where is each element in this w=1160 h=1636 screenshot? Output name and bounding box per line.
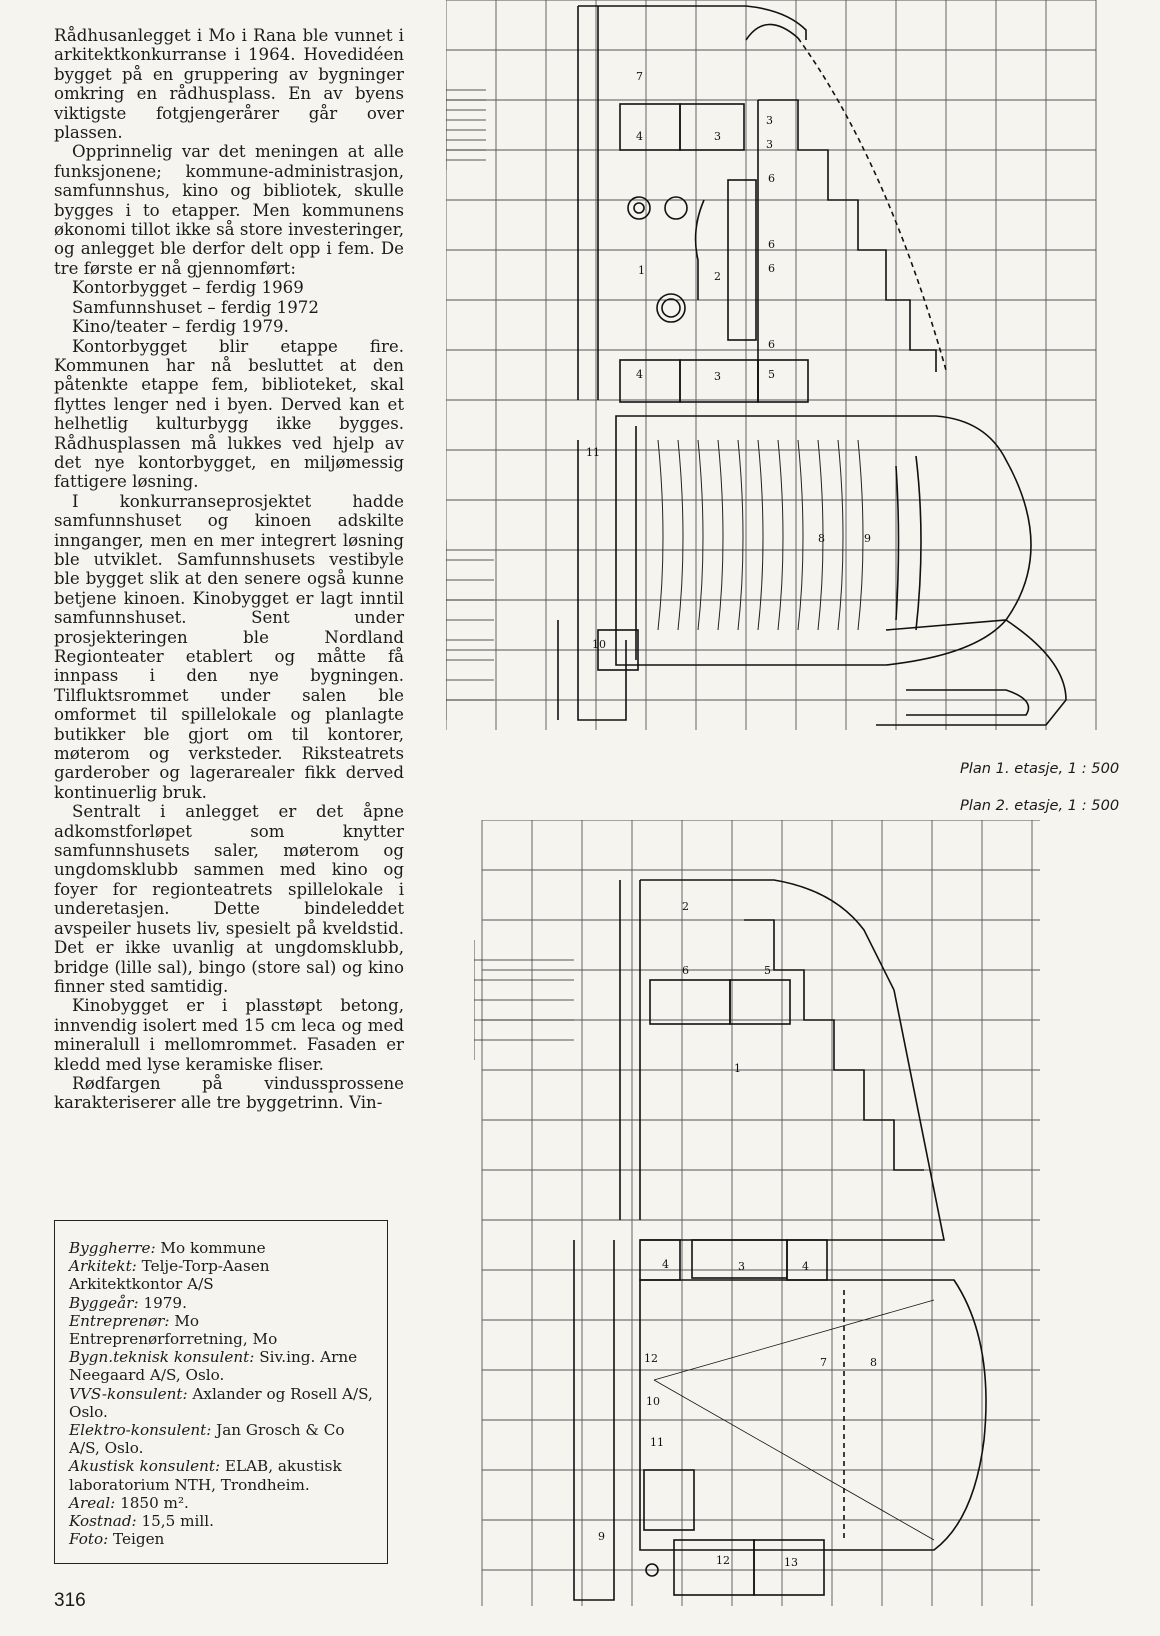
fact-row: Elektro-konsulent: Jan Grosch & Co A/S, Oslo. (69, 1421, 345, 1458)
room-label: 12 (716, 1554, 730, 1567)
room-label: 3 (766, 138, 773, 151)
paragraph: I konkurranseprosjektet hadde samfunnshuset og kinoen adskilte innganger, men en mer integrert løsning ble utviklet. Samfunnshusets vestibyle ble bygget slik at den senere også kunne betjene kinoen. Kinobygget er lagt inntil samfunnshuset. Sent under prosjekteringen ble Nordland Regionteater etablert og måtte få innpass i den nye bygningen. Tilfluktsrommet under salen ble omformet til spillelokale og planlagte butikker ble gjort om til kontorer, møterom og verksteder. Riksteatrets garderober og lagerarealer fikk derved kontinuerlig bruk. (54, 491, 404, 802)
room-label: 8 (870, 1356, 877, 1369)
room-label: 10 (592, 638, 606, 651)
room-label: 12 (644, 1352, 658, 1365)
plan2-grid (482, 820, 1040, 1606)
plan1-walls (558, 6, 1066, 725)
room-label: 4 (636, 130, 643, 143)
list-item: Kino/teater – ferdig 1979. (72, 317, 289, 337)
room-label: 1 (638, 264, 645, 277)
plan2-walls (574, 880, 986, 1600)
room-label: 9 (598, 1530, 605, 1543)
plan1-seating (658, 440, 863, 630)
list-item: Kontorbygget – ferdig 1969 (72, 278, 304, 298)
room-label: 1 (734, 1062, 741, 1075)
room-label: 5 (768, 368, 775, 381)
room-label: 6 (682, 964, 689, 977)
fact-row: VVS-konsulent: Axlander og Rosell A/S, Oslo. (69, 1384, 373, 1421)
paragraph: Kinobygget er i plasstøpt betong, innvendig isolert med 15 cm leca og med mineralull i mellomrommet. Fasaden er kledd med lyse keramiske fliser. (54, 996, 404, 1074)
fact-row: Byggherre: Mo kommune (69, 1239, 266, 1257)
fact-row: Bygn.teknisk konsulent: Siv.ing. Arne Neegaard A/S, Oslo. (69, 1348, 358, 1385)
plan2-stairs (474, 940, 574, 1060)
room-label: 3 (714, 130, 721, 143)
article-text (54, 26, 404, 1113)
room-label: 8 (818, 532, 825, 545)
fact-row: Areal: 1850 m². (69, 1493, 189, 1512)
floor-plan-2 (474, 820, 1044, 1610)
fact-row: Byggeår: 1979. (69, 1293, 187, 1312)
paragraph: Rødfargen på vindussprossene karakteriserer alle tre byggetrinn. Vin- (54, 1073, 404, 1113)
room-label: 2 (682, 900, 689, 913)
room-label: 3 (738, 1260, 745, 1273)
room-label: 3 (714, 370, 721, 383)
room-label: 4 (662, 1258, 669, 1271)
paragraph: Kontorbygget blir etappe fire. Kommunen har nå besluttet at den påtenkte etappe fem, biblioteket, skal flyttes lenger ned i byen. Derved kan et helhetlig kulturbygg ikke bygges. Rådhusplassen må lukkes ved hjelp av det nye kontorbygget, en miljømessig fattigere løsning. (54, 336, 404, 492)
paragraph: Rådhusanlegget i Mo i Rana ble vunnet i arkitektkonkurranse i 1964. Hovedidéen bygget på en gruppering av bygninger omkring en rådhusplass. En av byens viktigste fotgjengerårer går over plassen. (54, 26, 404, 143)
plan2-caption: Plan 2. etasje, 1 : 500 (960, 797, 1120, 814)
room-label: 6 (768, 262, 775, 275)
fact-row: Kostnad: 15,5 mill. (69, 1512, 214, 1531)
room-label: 5 (764, 964, 771, 977)
plan1-caption: Plan 1. etasje, 1 : 500 (960, 760, 1120, 777)
room-label: 11 (586, 446, 600, 459)
fact-row: Entreprenør: Mo Entreprenørforretning, Mo (69, 1311, 278, 1349)
paragraph: Sentralt i anlegget er det åpne adkomstforløpet som knytter samfunnshusets saler, møterom og ungdomsklubb sammen med kino og foyer for regionteatrets spillelokale i underetasjen. Dette bindeleddet avspeiler husets liv, spesielt på kveldstid. Det er ikke uvanlig at ungdomsklubb, bridge (lille sal), bingo (store sal) og kino finner sted samtidig. (54, 802, 404, 996)
fact-row: Foto: Teigen (69, 1530, 165, 1549)
room-label: 2 (714, 270, 721, 283)
fact-row: Akustisk konsulent: ELAB, akustisk laboratorium NTH, Trondheim. (69, 1457, 342, 1494)
room-label: 4 (802, 1260, 809, 1273)
room-label: 6 (768, 338, 775, 351)
room-label: 3 (766, 114, 773, 127)
room-label: 6 (768, 238, 775, 251)
fact-row: Arkitekt: Telje-Torp-Aasen Arkitektkontor A/S (69, 1257, 270, 1294)
page-number: 316 (54, 1590, 86, 1611)
paragraph: Opprinnelig var det meningen at alle funksjonene; kommune-administrasjon, samfunnshus, kino og bibliotek, skulle bygges i to etapper. Men kommunens økonomi tillot ikke så store investeringer, og anlegget ble derfor delt opp i fem. De tre første er nå gjennomført: (54, 142, 404, 278)
room-label: 13 (784, 1556, 798, 1569)
room-label: 7 (636, 70, 643, 83)
list-item: Samfunnshuset – ferdig 1972 (72, 297, 319, 317)
project-facts-box (54, 1220, 388, 1564)
room-label: 6 (768, 172, 775, 185)
room-label: 9 (864, 532, 871, 545)
room-label: 7 (820, 1356, 827, 1369)
room-label: 11 (650, 1436, 664, 1449)
floor-plan-1 (446, 0, 1100, 735)
room-label: 10 (646, 1395, 660, 1408)
room-label: 4 (636, 368, 643, 381)
